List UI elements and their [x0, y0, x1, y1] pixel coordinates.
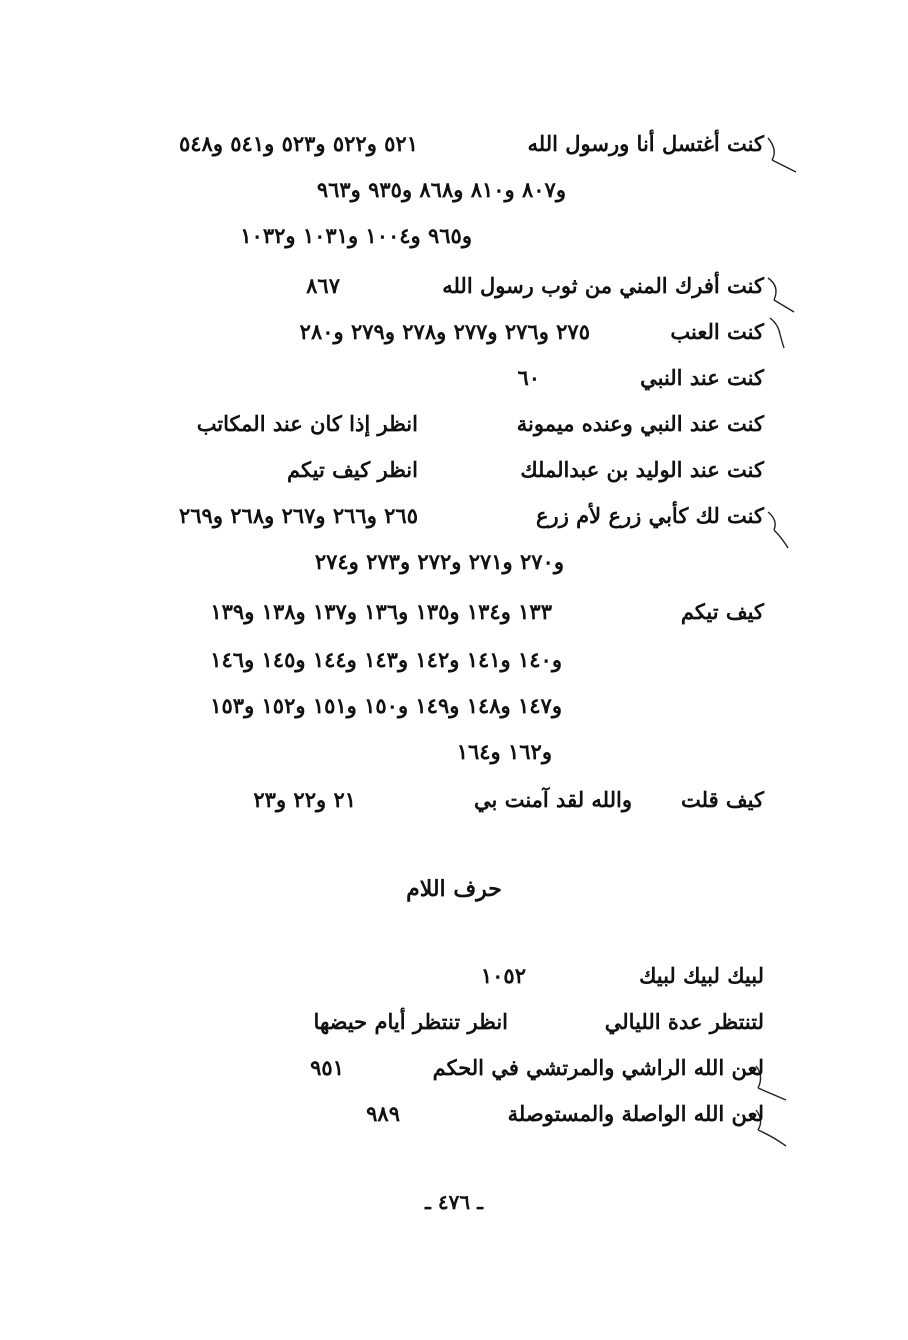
index-refs: و١٦٢ و١٦٤: [456, 739, 552, 764]
page-number: ـ ٤٧٦ ـ: [425, 1190, 483, 1214]
index-refs: ٢٦٥ و٢٦٦ و٢٦٧ و٢٦٨ و٢٦٩: [178, 503, 418, 528]
index-refs: ٩٨٩: [366, 1101, 400, 1126]
index-text: والله لقد آمنت بي: [474, 787, 632, 812]
index-term: كنت أغتسل أنا ورسول الله: [527, 131, 764, 156]
index-refs: و٨٠٧ و٨١٠ و٨٦٨ و٩٣٥ و٩٦٣: [316, 177, 566, 202]
index-term: كنت لك كأبي زرع لأم زرع: [536, 503, 764, 528]
index-refs: ٨٦٧: [306, 273, 340, 298]
index-refs: ٩٥١: [310, 1055, 344, 1080]
index-term: كنت عند النبي وعنده ميمونة: [516, 411, 764, 436]
margin-check-mark: [764, 506, 800, 550]
margin-check-mark: [764, 272, 800, 316]
index-term: كيف تيكم: [680, 599, 764, 624]
index-refs: ٢١ و٢٢ و٢٣: [253, 787, 356, 812]
index-refs: انظر كيف تيكم: [287, 457, 418, 482]
index-refs: ١٣٣ و١٣٤ و١٣٥ و١٣٦ و١٣٧ و١٣٨ و١٣٩: [210, 599, 552, 624]
index-refs: و٩٦٥ و١٠٠٤ و١٠٣١ و١٠٣٢: [240, 223, 472, 248]
index-refs: و٢٧٠ و٢٧١ و٢٧٢ و٢٧٣ و٢٧٤: [314, 549, 564, 574]
index-term: كنت عند النبي: [640, 365, 764, 390]
index-refs: و١٤٠ و١٤١ و١٤٢ و١٤٣ و١٤٤ و١٤٥ و١٤٦: [210, 647, 562, 672]
index-term: لعن الله الراشي والمرتشي في الحكم: [432, 1055, 764, 1080]
margin-check-mark: [764, 130, 800, 174]
index-term: لبيك لبيك لبيك: [639, 963, 764, 988]
index-term: لتنتظر عدة الليالي: [604, 1009, 764, 1034]
index-term: لعن الله الواصلة والمستوصلة: [507, 1101, 764, 1126]
index-refs: ٥٢١ و٥٢٢ و٥٢٣ و٥٤١ و٥٤٨: [178, 131, 418, 156]
index-refs: ١٠٥٢: [480, 963, 526, 988]
index-term: كيف قلت: [681, 787, 764, 812]
index-refs: ٦٠: [517, 365, 540, 390]
index-term: كنت العنب: [670, 319, 764, 344]
index-term: كنت أفرك المني من ثوب رسول الله: [442, 273, 764, 298]
index-refs: انظر إذا كان عند المكاتب: [196, 411, 418, 436]
index-term: كنت عند الوليد بن عبدالملك: [520, 457, 764, 482]
margin-check-mark: [768, 312, 804, 356]
index-refs: انظر تنتظر أيام حيضها: [313, 1009, 508, 1034]
section-heading: حرف اللام: [406, 876, 502, 902]
index-refs: ٢٧٥ و٢٧٦ و٢٧٧ و٢٧٨ و٢٧٩ و٢٨٠: [299, 319, 590, 344]
index-refs: و١٤٧ و١٤٨ و١٤٩ و١٥٠ و١٥١ و١٥٢ و١٥٣: [210, 693, 562, 718]
